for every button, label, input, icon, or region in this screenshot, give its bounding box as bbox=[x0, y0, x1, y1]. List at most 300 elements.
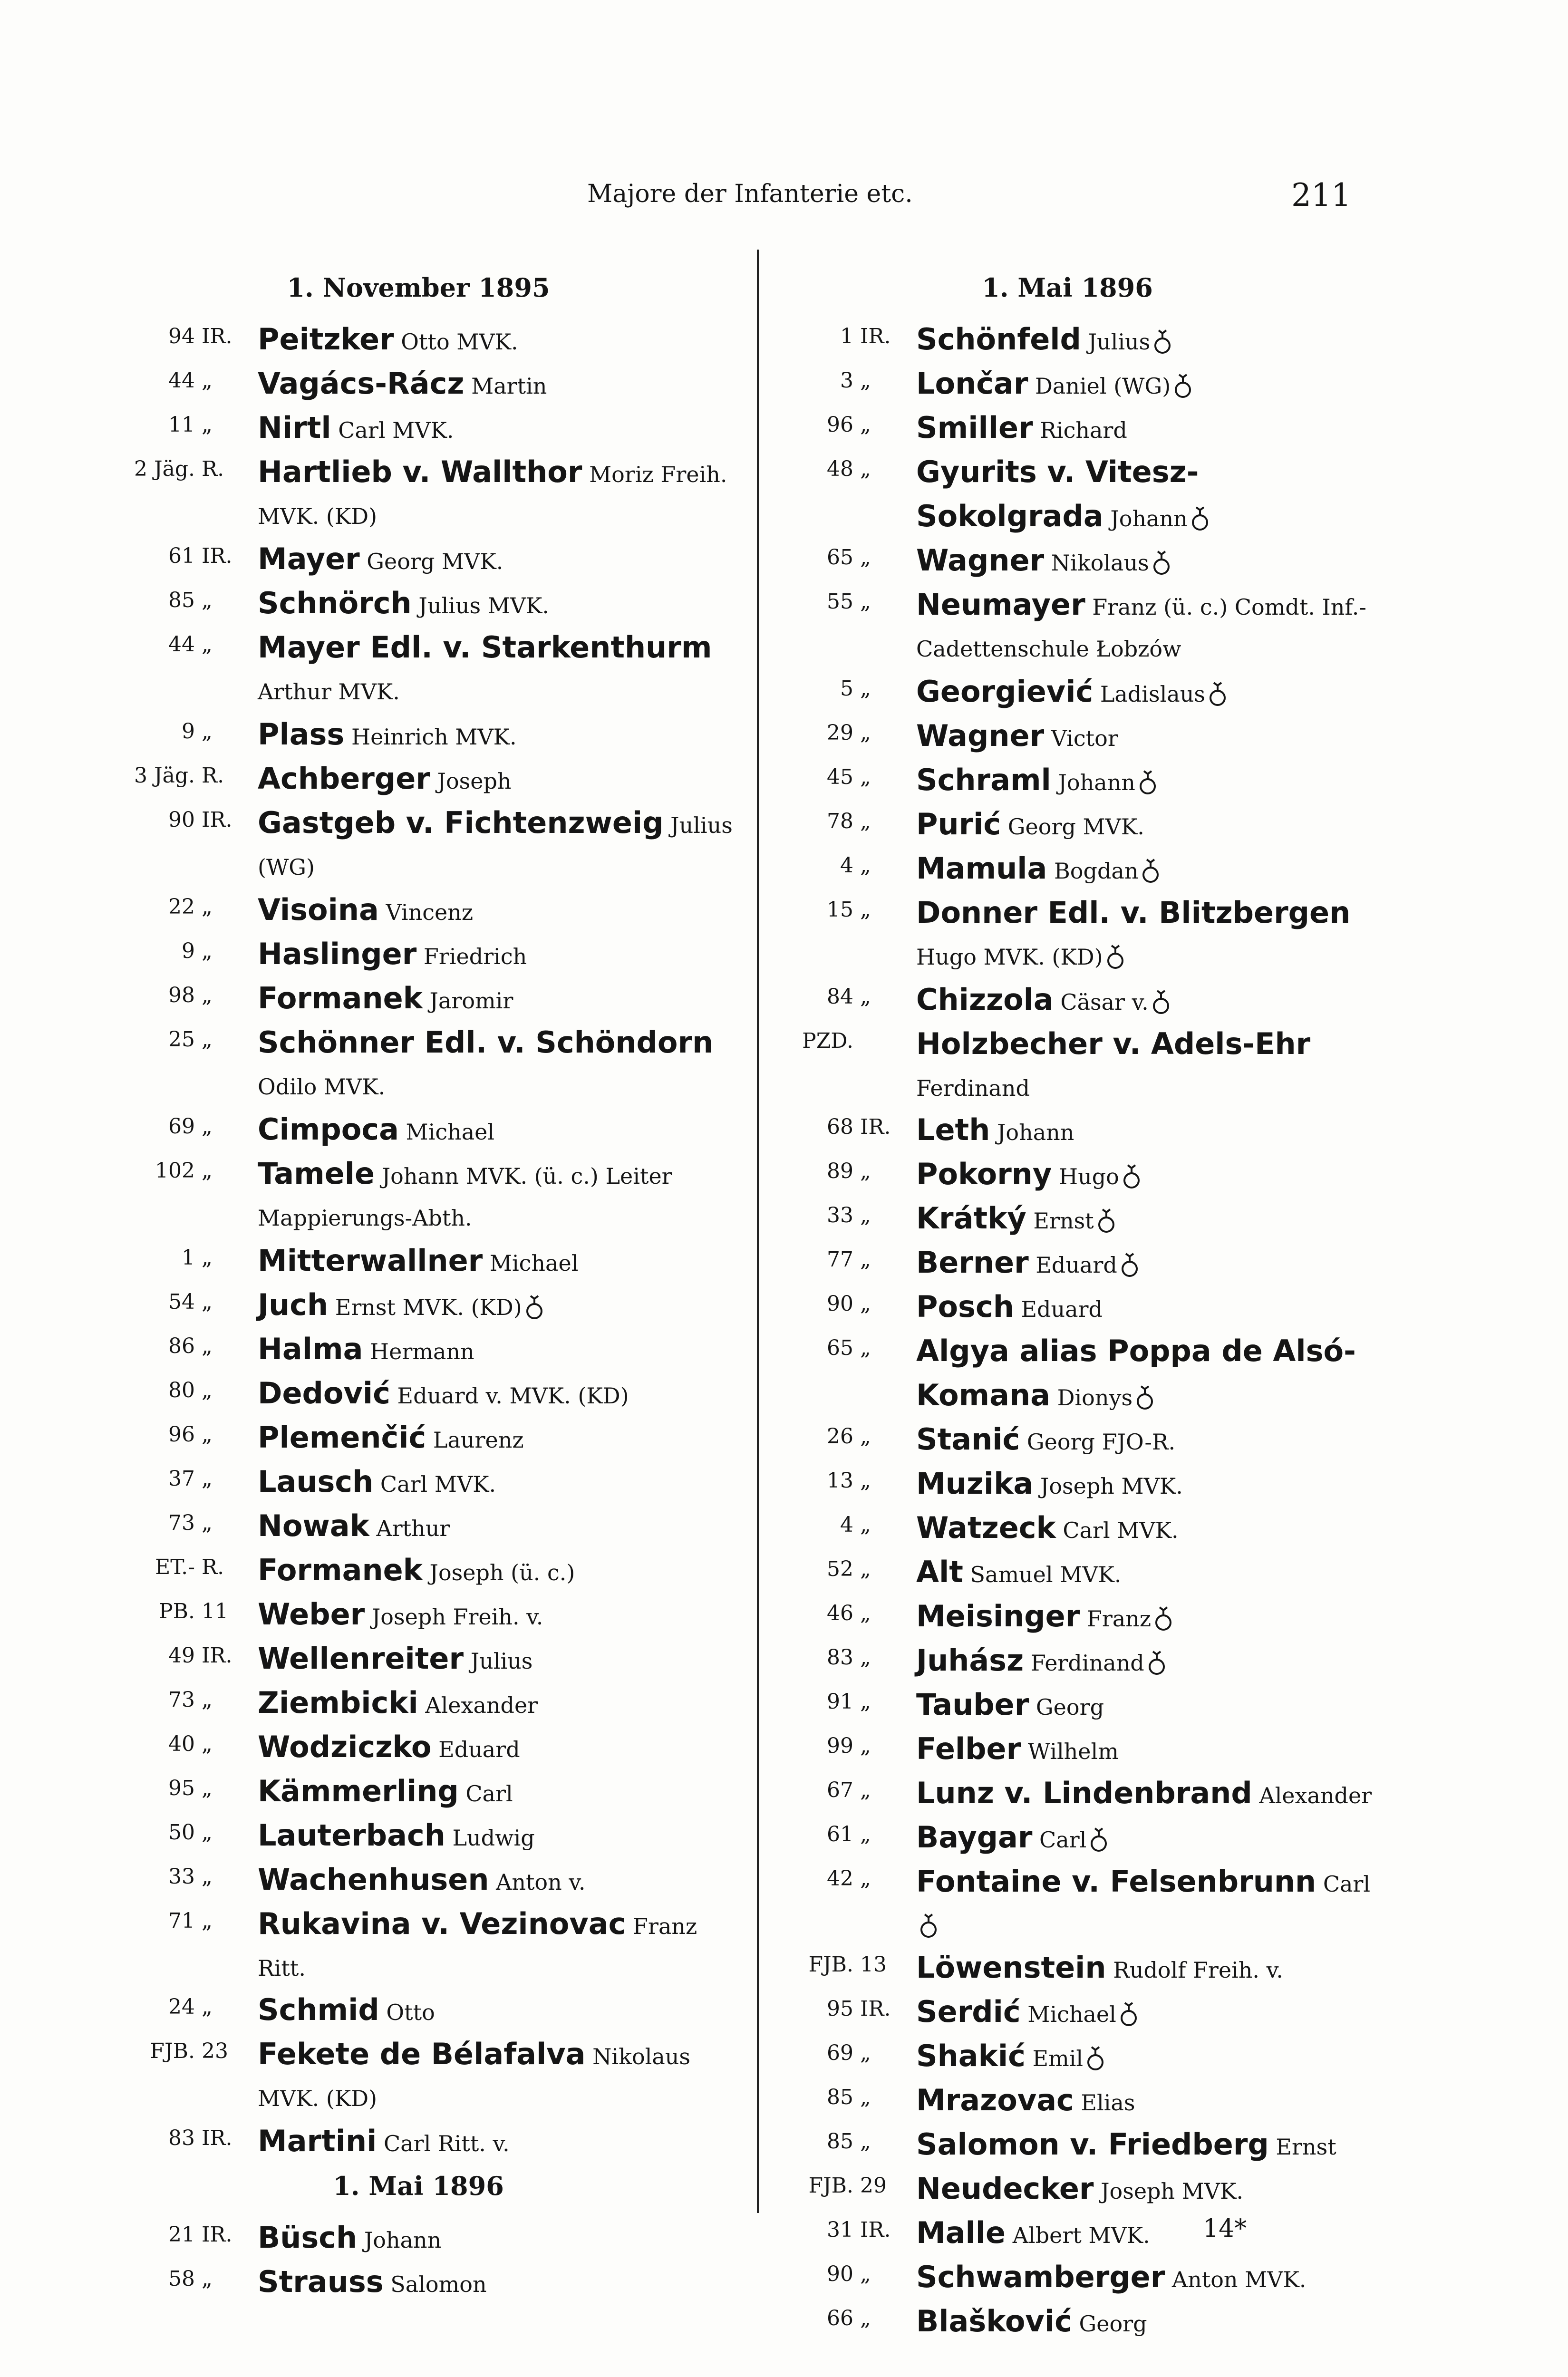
entry-body bbox=[912, 1153, 1376, 1198]
officer-name: Baygar bbox=[916, 1820, 1033, 1855]
unit-abbr: „ bbox=[860, 1822, 871, 1846]
unit-abbr: „ bbox=[202, 983, 213, 1007]
officer-name: Stanić bbox=[916, 1422, 1020, 1457]
officer-name: Mayer bbox=[258, 541, 360, 576]
regiment-number: 31 bbox=[827, 2218, 853, 2242]
list-item bbox=[758, 1991, 1376, 2035]
entry-body bbox=[912, 319, 1376, 363]
regiment-number: 49 bbox=[168, 1643, 195, 1668]
officer-details: Julius bbox=[1088, 329, 1151, 355]
entry-body bbox=[912, 1640, 1376, 1684]
officer-details: Eduard bbox=[438, 1737, 520, 1762]
officer-name: Mamula bbox=[916, 851, 1047, 886]
regiment-number: 48 bbox=[827, 457, 853, 481]
entry-body bbox=[912, 759, 1376, 803]
officer-details: Wilhelm bbox=[1027, 1739, 1119, 1764]
entry-body bbox=[254, 363, 742, 407]
officer-name: Haslinger bbox=[258, 937, 417, 971]
officer-details: Ferdinand bbox=[916, 1075, 1030, 1101]
unit-abbr: „ bbox=[202, 895, 213, 919]
officer-name: Nowak bbox=[258, 1508, 369, 1543]
unit-abbr: „ bbox=[202, 1246, 213, 1270]
unit-abbr: IR. bbox=[202, 324, 232, 348]
officer-details: Otto MVK. bbox=[401, 329, 518, 355]
unit-abbr: „ bbox=[202, 2267, 213, 2291]
officer-details: Bogdan bbox=[1054, 858, 1139, 884]
officer-details: Nikolaus bbox=[1051, 550, 1149, 576]
officer-details: Hugo bbox=[1058, 1164, 1119, 1189]
unit-abbr: „ bbox=[860, 676, 871, 701]
regiment-number: FJB. bbox=[808, 2174, 853, 2198]
officer-name: Algya alias Poppa de Alsó-Komana bbox=[916, 1333, 1356, 1412]
list-item bbox=[95, 1594, 742, 1638]
regiment-number: PZD. bbox=[802, 1029, 853, 1053]
unit-abbr: IR. bbox=[202, 2126, 232, 2150]
unit-abbr: „ bbox=[860, 985, 871, 1009]
list-item bbox=[758, 1198, 1376, 1242]
regiment-number: 90 bbox=[827, 2262, 853, 2286]
entry-body bbox=[254, 1461, 742, 1505]
entry-body bbox=[254, 1770, 742, 1815]
entry-body bbox=[254, 1638, 742, 1682]
officer-name: Georgiević bbox=[916, 674, 1094, 709]
entry-body bbox=[254, 1859, 742, 1903]
unit-abbr: 29 bbox=[860, 2174, 887, 2198]
entry-body bbox=[254, 1417, 742, 1461]
unit-abbr: „ bbox=[860, 2129, 871, 2154]
entry-body bbox=[912, 584, 1376, 670]
right-column bbox=[758, 266, 1376, 2345]
entry-body bbox=[912, 1991, 1376, 2035]
entry-body bbox=[254, 2120, 742, 2164]
list-item bbox=[95, 1989, 742, 2033]
unit-abbr: „ bbox=[860, 368, 871, 393]
decoration-icon bbox=[1138, 767, 1157, 797]
list-item bbox=[758, 1861, 1376, 1947]
officer-details: Michael bbox=[489, 1250, 579, 1276]
unit-abbr: „ bbox=[202, 1290, 213, 1314]
entry-body bbox=[254, 758, 742, 802]
list-item bbox=[95, 1417, 742, 1461]
regiment-number: 89 bbox=[827, 1159, 853, 1183]
unit-abbr: „ bbox=[860, 1645, 871, 1670]
list-item bbox=[758, 671, 1376, 715]
list-item bbox=[95, 1022, 742, 1109]
regiment-number: 9 bbox=[182, 719, 195, 744]
officer-details: Odilo MVK. bbox=[258, 1074, 386, 1100]
unit-abbr: „ bbox=[860, 1690, 871, 1714]
officer-details: Otto bbox=[386, 2000, 435, 2025]
list-item bbox=[758, 2035, 1376, 2079]
decoration-icon bbox=[1141, 856, 1160, 885]
running-header: Majore der Infanterie etc. bbox=[587, 180, 913, 208]
officer-name: Watzeck bbox=[916, 1510, 1056, 1545]
entry-body bbox=[254, 802, 742, 888]
list-item bbox=[758, 2300, 1376, 2345]
regiment-number: 40 bbox=[168, 1732, 195, 1756]
officer-details: Johann bbox=[1058, 770, 1135, 795]
regiment-number: 73 bbox=[168, 1511, 195, 1535]
officer-name: Dedović bbox=[258, 1376, 390, 1411]
unit-abbr: „ bbox=[202, 719, 213, 744]
regiment-number: FJB. bbox=[150, 2039, 195, 2063]
officer-name: Purić bbox=[916, 807, 1001, 841]
decoration-icon bbox=[1152, 987, 1171, 1016]
regiment-number: 3 Jäg. bbox=[134, 763, 195, 788]
list-item bbox=[95, 451, 742, 538]
officer-details: Victor bbox=[1051, 725, 1118, 751]
officer-name: Büsch bbox=[258, 2220, 358, 2255]
officer-name: Alt bbox=[916, 1555, 963, 1589]
regiment-number: PB. bbox=[159, 1599, 195, 1623]
regiment-number: 99 bbox=[827, 1734, 853, 1758]
entry-body bbox=[912, 1551, 1376, 1595]
officer-name: Vagács-Rácz bbox=[258, 366, 465, 401]
unit-abbr: IR. bbox=[202, 2222, 232, 2247]
list-item bbox=[758, 1463, 1376, 1507]
unit-abbr: 23 bbox=[202, 2039, 228, 2063]
officer-details: Elias bbox=[1081, 2090, 1135, 2116]
officer-details: Johann bbox=[1110, 506, 1188, 531]
decoration-icon bbox=[1173, 371, 1192, 400]
list-item bbox=[758, 1817, 1376, 1861]
regiment-number: 86 bbox=[168, 1334, 195, 1358]
list-item bbox=[758, 2124, 1376, 2168]
regiment-number: 29 bbox=[827, 721, 853, 745]
entry-body bbox=[912, 1242, 1376, 1286]
unit-abbr: „ bbox=[860, 765, 871, 789]
section-heading: 1. Mai 1896 bbox=[982, 272, 1153, 303]
unit-abbr: „ bbox=[202, 1865, 213, 1889]
unit-abbr: „ bbox=[860, 1424, 871, 1449]
unit-abbr: R. bbox=[202, 457, 224, 481]
list-item bbox=[758, 1684, 1376, 1728]
entry-body bbox=[912, 715, 1376, 759]
unit-abbr: „ bbox=[202, 1114, 213, 1139]
decoration-icon bbox=[1120, 1250, 1139, 1279]
regiment-number: 94 bbox=[168, 324, 195, 348]
regiment-number: 24 bbox=[168, 1995, 195, 2019]
officer-name: Meisinger bbox=[916, 1599, 1080, 1633]
list-item bbox=[95, 1153, 742, 1240]
officer-name: Wachenhusen bbox=[258, 1862, 489, 1897]
officer-details: Richard bbox=[1040, 417, 1127, 443]
list-item bbox=[758, 451, 1376, 540]
officer-details: Ernst bbox=[1276, 2134, 1336, 2160]
officer-details: Vincenz bbox=[386, 899, 474, 925]
entry-body bbox=[254, 319, 742, 363]
regiment-number: 3 bbox=[840, 368, 853, 393]
regiment-number: 65 bbox=[827, 545, 853, 570]
officer-details: Hermann bbox=[370, 1339, 474, 1364]
officer-details: Anton v. bbox=[496, 1869, 586, 1895]
left-column bbox=[95, 266, 742, 2305]
officer-name: Gastgeb v. Fichtenzweig bbox=[258, 805, 664, 840]
officer-name: Lunz v. Lindenbrand bbox=[916, 1776, 1252, 1810]
regiment-number: 66 bbox=[827, 2306, 853, 2330]
officer-details: Ludwig bbox=[452, 1825, 535, 1851]
list-item bbox=[95, 1903, 742, 1989]
decoration-icon bbox=[1106, 942, 1125, 971]
regiment-number: 69 bbox=[827, 2041, 853, 2065]
decoration-icon bbox=[919, 1911, 938, 1940]
entry-body bbox=[912, 451, 1376, 540]
officer-details: Franz Ritt. bbox=[258, 1913, 697, 1981]
list-item bbox=[758, 2079, 1376, 2124]
entry-body bbox=[912, 540, 1376, 584]
unit-abbr: IR. bbox=[860, 2218, 891, 2242]
officer-details: Eduard bbox=[1021, 1296, 1103, 1322]
regiment-number: 96 bbox=[827, 413, 853, 437]
list-item bbox=[95, 714, 742, 758]
officer-name: Berner bbox=[916, 1245, 1029, 1280]
entry-body bbox=[912, 1684, 1376, 1728]
entry-body bbox=[254, 977, 742, 1022]
list-item bbox=[95, 1328, 742, 1372]
officer-details: Joseph MVK. bbox=[1040, 1473, 1183, 1499]
regiment-number: 90 bbox=[168, 808, 195, 832]
officer-name: Martini bbox=[258, 2124, 377, 2158]
officer-details: Dionys bbox=[1057, 1385, 1133, 1411]
unit-abbr: R. bbox=[202, 1555, 224, 1579]
regiment-number: 85 bbox=[827, 2085, 853, 2109]
list-item bbox=[95, 627, 742, 714]
entry-body bbox=[254, 2261, 742, 2305]
list-item bbox=[95, 1682, 742, 1726]
officer-details: Moriz Freih. MVK. (KD) bbox=[258, 462, 727, 529]
entry-body bbox=[254, 407, 742, 451]
entry-body bbox=[254, 1682, 742, 1726]
unit-abbr: „ bbox=[202, 1422, 213, 1447]
officer-details: Johann MVK. (ü. c.) Leiter Mappierungs-Abth. bbox=[258, 1163, 672, 1231]
officer-details: Albert MVK. bbox=[1012, 2222, 1150, 2248]
unit-abbr: „ bbox=[860, 1778, 871, 1802]
officer-name: Achberger bbox=[258, 761, 430, 796]
officer-name: Juhász bbox=[916, 1643, 1024, 1678]
officer-name: Strauss bbox=[258, 2264, 384, 2299]
entry-body bbox=[912, 979, 1376, 1023]
officer-name: Lončar bbox=[916, 366, 1028, 401]
list-item bbox=[758, 584, 1376, 671]
officer-name: Leth bbox=[916, 1112, 990, 1147]
entry-body bbox=[912, 1330, 1376, 1419]
list-item bbox=[758, 1728, 1376, 1772]
entry-body bbox=[912, 1198, 1376, 1242]
officer-name: Schmid bbox=[258, 1992, 379, 2027]
regiment-number: 42 bbox=[827, 1866, 853, 1891]
unit-abbr: „ bbox=[202, 588, 213, 612]
regiment-number: 26 bbox=[827, 1424, 853, 1449]
unit-abbr: „ bbox=[860, 1336, 871, 1360]
regiment-number: 25 bbox=[168, 1027, 195, 1052]
regiment-number: 50 bbox=[168, 1820, 195, 1845]
page-number: 211 bbox=[1291, 177, 1351, 213]
officer-name: Weber bbox=[258, 1597, 365, 1632]
unit-abbr: „ bbox=[860, 1469, 871, 1493]
officer-name: Wagner bbox=[916, 543, 1045, 578]
officer-details: Franz (ü. c.) Comdt. Inf.-Cadettenschule Łobzów bbox=[916, 594, 1366, 662]
officer-name: Lausch bbox=[258, 1464, 374, 1499]
entry-body bbox=[912, 848, 1376, 892]
unit-abbr: „ bbox=[860, 1601, 871, 1625]
officer-details: Emil bbox=[1032, 2046, 1084, 2071]
list-item bbox=[758, 892, 1376, 979]
unit-abbr: „ bbox=[202, 1378, 213, 1402]
unit-abbr: IR. bbox=[202, 544, 232, 568]
entry-body bbox=[254, 1549, 742, 1594]
officer-name: Schönfeld bbox=[916, 322, 1081, 357]
entry-body bbox=[254, 627, 742, 713]
officer-name: Gyurits v. Vitesz-Sokolgrada bbox=[916, 454, 1199, 533]
officer-details: Georg bbox=[1079, 2311, 1147, 2337]
list-item bbox=[95, 933, 742, 977]
decoration-icon bbox=[1122, 1161, 1141, 1191]
officer-name: Lauterbach bbox=[258, 1818, 445, 1853]
officer-details: Martin bbox=[471, 373, 547, 399]
regiment-number: 55 bbox=[827, 589, 853, 614]
officer-name: Peitzker bbox=[258, 322, 394, 357]
officer-name: Donner Edl. v. Blitzbergen bbox=[916, 895, 1351, 930]
officer-details: Laurenz bbox=[433, 1427, 524, 1453]
regiment-number: 37 bbox=[168, 1467, 195, 1491]
unit-abbr: „ bbox=[202, 1820, 213, 1845]
entry-body bbox=[254, 933, 742, 977]
decoration-icon bbox=[1086, 2043, 1105, 2073]
decoration-icon bbox=[1208, 679, 1227, 708]
unit-abbr: „ bbox=[860, 1513, 871, 1537]
officer-details: Jaromir bbox=[429, 988, 513, 1014]
officer-details: Samuel MVK. bbox=[970, 1562, 1122, 1587]
officer-details: Ferdinand bbox=[1030, 1650, 1144, 1676]
list-item bbox=[95, 538, 742, 582]
regiment-number: 52 bbox=[827, 1557, 853, 1581]
regiment-number: 46 bbox=[827, 1601, 853, 1625]
regiment-number: 44 bbox=[168, 632, 195, 657]
entry-body bbox=[912, 2079, 1376, 2124]
unit-abbr: IR. bbox=[202, 1643, 232, 1668]
signature-mark: 14* bbox=[1203, 2214, 1247, 2243]
regiment-number: 9 bbox=[182, 939, 195, 963]
list-item bbox=[758, 1595, 1376, 1640]
officer-details: Ernst MVK. (KD) bbox=[335, 1295, 522, 1320]
regiment-number: 22 bbox=[168, 895, 195, 919]
officer-name: Mitterwallner bbox=[258, 1243, 483, 1278]
unit-abbr: „ bbox=[860, 2085, 871, 2109]
entry-body bbox=[254, 1903, 742, 1989]
unit-abbr: „ bbox=[202, 413, 213, 437]
list-item bbox=[758, 2212, 1376, 2256]
officer-details: Hugo MVK. (KD) bbox=[916, 944, 1103, 970]
officer-details: Julius MVK. bbox=[418, 593, 550, 618]
regiment-number: 21 bbox=[168, 2222, 195, 2247]
list-item bbox=[758, 848, 1376, 892]
entry-body bbox=[254, 538, 742, 582]
decoration-icon bbox=[1119, 1999, 1138, 2029]
decoration-icon bbox=[1152, 548, 1171, 577]
officer-name: Plemenčić bbox=[258, 1420, 426, 1455]
unit-abbr: „ bbox=[202, 1732, 213, 1756]
officer-name: Holzbecher v. Adels-Ehr bbox=[916, 1026, 1311, 1061]
list-item bbox=[95, 2120, 742, 2164]
entry-body bbox=[912, 363, 1376, 407]
unit-abbr: „ bbox=[860, 1247, 871, 1272]
unit-abbr: 11 bbox=[202, 1599, 228, 1623]
regiment-number: 58 bbox=[168, 2267, 195, 2291]
regiment-number: 45 bbox=[827, 765, 853, 789]
list-item bbox=[758, 1286, 1376, 1330]
unit-abbr: „ bbox=[202, 1027, 213, 1052]
officer-details: Ladislaus bbox=[1100, 681, 1205, 707]
officer-name: Salomon v. Friedberg bbox=[916, 2127, 1269, 2162]
officer-name: Tauber bbox=[916, 1687, 1029, 1722]
regiment-number: 5 bbox=[840, 676, 853, 701]
list-item bbox=[95, 1505, 742, 1549]
officer-name: Wagner bbox=[916, 718, 1045, 753]
entry-body bbox=[254, 1815, 742, 1859]
officer-details: Carl bbox=[1323, 1871, 1371, 1897]
list-item bbox=[758, 1023, 1376, 1109]
unit-abbr: „ bbox=[860, 1203, 871, 1227]
officer-name: Neudecker bbox=[916, 2171, 1094, 2206]
entry-body bbox=[912, 1728, 1376, 1772]
list-item bbox=[758, 715, 1376, 759]
list-item bbox=[758, 979, 1376, 1023]
unit-abbr: IR. bbox=[860, 1997, 891, 2021]
list-item bbox=[95, 2033, 742, 2120]
officer-details: Daniel (WG) bbox=[1035, 373, 1171, 399]
decoration-icon bbox=[1097, 1206, 1116, 1235]
list-item bbox=[758, 759, 1376, 803]
officer-name: Formanek bbox=[258, 1553, 423, 1587]
regiment-number: 83 bbox=[827, 1645, 853, 1670]
unit-abbr: „ bbox=[860, 898, 871, 922]
regiment-number: 65 bbox=[827, 1336, 853, 1360]
officer-name: Formanek bbox=[258, 981, 423, 1015]
unit-abbr: „ bbox=[202, 1909, 213, 1933]
unit-abbr: „ bbox=[860, 2262, 871, 2286]
unit-abbr: „ bbox=[860, 1557, 871, 1581]
list-item bbox=[95, 1240, 742, 1284]
unit-abbr bbox=[853, 1023, 912, 1029]
regiment-number: 11 bbox=[168, 413, 195, 437]
officer-details: Georg bbox=[1036, 1694, 1104, 1720]
unit-abbr: „ bbox=[860, 1159, 871, 1183]
officer-name: Schnörch bbox=[258, 586, 412, 620]
list-item bbox=[758, 1330, 1376, 1419]
entry-body bbox=[912, 1463, 1376, 1507]
entry-body bbox=[254, 889, 742, 933]
entry-body bbox=[254, 1372, 742, 1417]
entry-body bbox=[254, 582, 742, 627]
entry-body bbox=[912, 803, 1376, 848]
officer-name: Schwamberger bbox=[916, 2260, 1165, 2294]
officer-details: Johann bbox=[364, 2227, 442, 2253]
entry-body bbox=[912, 2168, 1376, 2212]
list-item bbox=[95, 1859, 742, 1903]
unit-abbr: „ bbox=[202, 1688, 213, 1712]
regiment-number: 69 bbox=[168, 1114, 195, 1139]
officer-details: Carl MVK. bbox=[338, 417, 454, 443]
decoration-icon bbox=[1147, 1648, 1166, 1677]
officer-name: Smiller bbox=[916, 410, 1033, 445]
officer-name: Schraml bbox=[916, 763, 1051, 797]
officer-details: Joseph (ü. c.) bbox=[429, 1560, 575, 1585]
list-item bbox=[95, 1549, 742, 1594]
list-item bbox=[95, 758, 742, 802]
entry-body bbox=[254, 714, 742, 758]
officer-details: Friedrich bbox=[423, 944, 527, 969]
regiment-number: 54 bbox=[168, 1290, 195, 1314]
